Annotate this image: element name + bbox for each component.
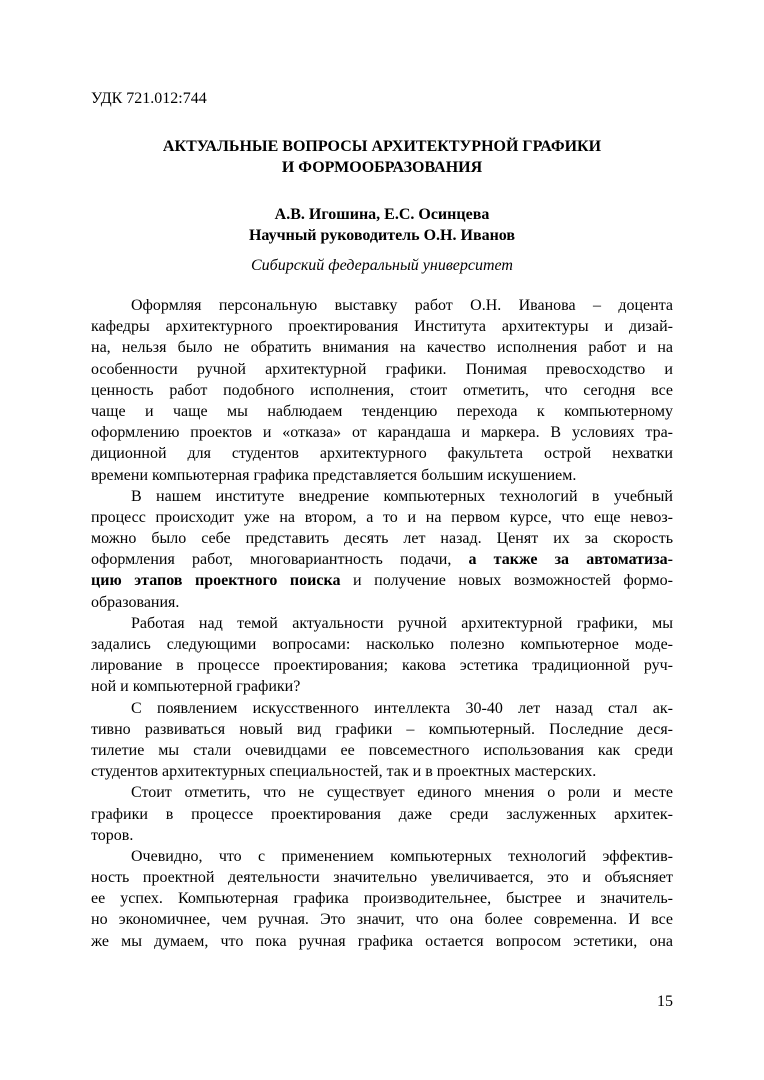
text-line: чаще и чаще мы наблюдаем тенденцию перехода к компьютерному xyxy=(91,402,673,420)
text-line: особенности ручной архитектурной графики. Понимая превосходство и xyxy=(91,360,673,378)
page-number: 15 xyxy=(657,993,673,1010)
article-body xyxy=(91,295,673,952)
bold-emphasis: цию этапов проектного поиска xyxy=(91,572,341,590)
text-line: торов. xyxy=(91,826,134,844)
text-line: В нашем институте внедрение компьютерных технологий в учебный xyxy=(131,487,673,505)
text-line: времени компьютерная графика представляется большим искушением. xyxy=(91,466,577,484)
text-line: Оформляя персональную выставку работ О.Н. Иванова – доцента xyxy=(131,297,673,314)
text-line: тилетие мы стали очевидцами ее повсеместного использования как среди xyxy=(91,741,673,759)
text-line: на, нельзя было не обратить внимания на качество исполнения работ и на xyxy=(91,339,673,357)
article-title-line: АКТУАЛЬНЫЕ ВОПРОСЫ АРХИТЕКТУРНОЙ ГРАФИКИ xyxy=(162,138,602,155)
text-line: графики в процессе проектирования даже среди заслуженных архитек- xyxy=(91,805,673,823)
text-line: тивно развиваться новый вид графики – компьютерный. Последние деся- xyxy=(91,720,673,738)
text-line xyxy=(91,570,673,591)
text-line xyxy=(91,549,673,570)
paragraph xyxy=(91,486,673,613)
text-line: образования. xyxy=(91,593,180,611)
text-line: ценность работ подобного исполнения, стоит отметить, что сегодня все xyxy=(91,381,673,399)
text-line: лирование в процессе проектирования; какова эстетика традиционной руч- xyxy=(91,657,673,675)
paragraph xyxy=(91,846,673,952)
author-names: А.В. Игошина, Е.С. Осинцева xyxy=(274,206,490,223)
text-line: Стоит отметить, что не существует единого мнения о роли и месте xyxy=(131,784,673,802)
paragraph xyxy=(91,698,673,783)
text-line: оформлению проектов и «отказа» от карандаша и маркера. В условиях тра- xyxy=(91,424,673,442)
paragraph xyxy=(91,782,673,846)
bold-emphasis: а также за автоматиза- xyxy=(468,551,673,569)
text-line: Работая над темой актуальности ручной архитектурной графики, мы xyxy=(131,614,673,632)
text-fragment: оформления работ, многовариантность подачи, xyxy=(91,551,452,569)
text-line: же мы думаем, что пока ручная графика остается вопросом эстетики, она xyxy=(91,932,673,950)
text-fragment: и получение новых возможностей формо- xyxy=(353,572,673,590)
text-line: ее успех. Компьютерная графика производительнее, быстрее и значитель- xyxy=(91,890,673,908)
text-line: процесс происходит уже на втором, а то и на первом курсе, что еще невоз- xyxy=(91,508,673,526)
text-line: диционной для студентов архитектурного факультета острой нехватки xyxy=(91,445,673,463)
text-line: можно было себе представить десять лет назад. Ценят их за скорость xyxy=(91,530,673,548)
authors-block xyxy=(91,204,673,246)
paragraph xyxy=(91,295,673,486)
scientific-supervisor: Научный руководитель О.Н. Иванов xyxy=(248,227,516,244)
text-line: Очевидно, что с применением компьютерных технологий эффектив- xyxy=(131,847,673,865)
text-line: С появлением искусственного интеллекта 30-40 лет назад стал ак- xyxy=(131,699,673,717)
text-line: кафедры архитектурного проектирования Института архитектуры и дизай- xyxy=(91,318,673,336)
paragraph xyxy=(91,613,673,698)
text-line: ность проектной деятельности значительно увеличивается, это и объясняет xyxy=(91,869,673,887)
article-title-line: И ФОРМООБРАЗОВАНИЯ xyxy=(281,159,483,176)
text-line: но экономичнее, чем ручная. Это значит, что она более современна. И все xyxy=(91,911,673,929)
text-line: задались следующими вопросами: насколько полезно компьютерное моде- xyxy=(91,636,673,653)
article-title xyxy=(91,136,673,178)
udc-code: УДК 721.012:744 xyxy=(91,90,207,107)
text-line: студентов архитектурных специальностей, так и в проектных мастерских. xyxy=(91,763,597,781)
text-line: ной и компьютерной графики? xyxy=(91,678,301,696)
affiliation: Сибирский федеральный университет xyxy=(251,257,513,274)
